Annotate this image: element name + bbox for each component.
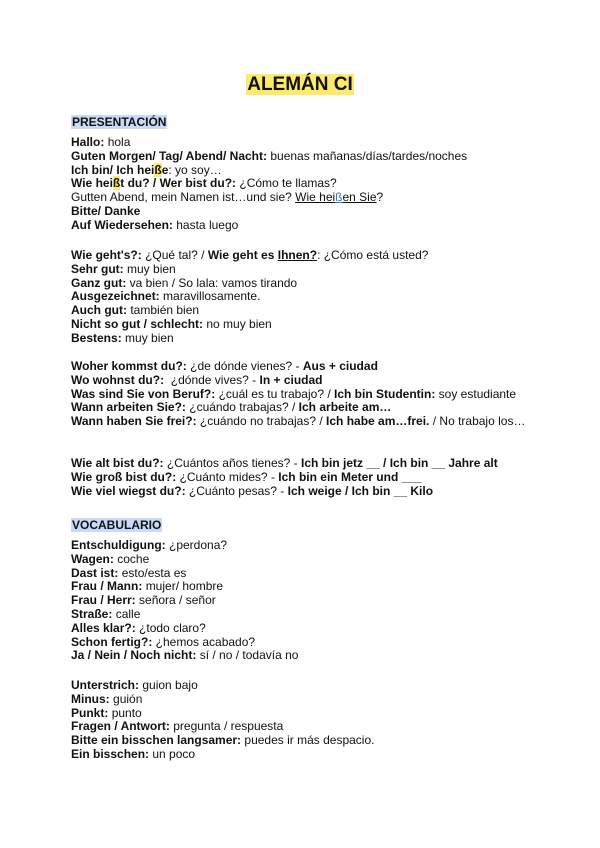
list-item: Minus: guión [71,691,143,706]
list-item: Bestens: muy bien [71,330,174,345]
origin-work-group [71,360,541,429]
section-heading-presentacion: PRESENTACIÓN [72,115,167,129]
list-item: Wagen: coche [71,551,150,566]
list-item: Schon fertig?: ¿hemos acabado? [71,634,256,649]
list-item: Ein bisschen: un poco [71,746,196,761]
list-item: Wann arbeiten Sie?: ¿cuándo trabajas? / Ich arbeite am… [71,400,392,415]
list-item: Auch gut: también bien [71,303,200,318]
list-item: Frau / Herr: señora / señor [71,593,216,608]
list-item: Guten Morgen/ Tag/ Abend/ Nacht: buenas mañanas/días/tardes/noches [71,148,468,163]
list-item: Punkt: punto [71,705,142,720]
list-item: Wie heißt du? / Wer bist du?: ¿Cómo te llamas? [71,176,337,191]
list-item: Ganz gut: va bien / So lala: vamos tirando [71,275,298,290]
greetings-group [71,136,541,233]
list-item: Wie groß bist du?: ¿Cuánto mides? - Ich bin ein Meter und ___ [71,469,422,484]
age-height-weight-group [71,457,541,498]
how-are-you-group [71,249,541,346]
list-item: Ich bin/ Ich heiße: yo soy… [71,162,222,177]
list-item: Entschuldigung: ¿perdona? [71,538,228,552]
vocabulary-group-2 [71,679,541,762]
list-item: Wie geht's?: ¿Qué tal? / Wie geht es Ihnen?: ¿Cómo está usted? [71,248,429,262]
list-item: Bitte/ Danke [71,203,141,218]
section-heading-vocabulario: VOCABULARIO [72,518,162,532]
list-item: Auf Wiedersehen: hasta luego [71,217,239,232]
list-item: Straße: calle [71,606,141,621]
list-item: Bitte ein bisschen langsamer: puedes ir más despacio. [71,733,375,748]
page-title: ALEMÁN CI [247,74,353,95]
list-item: Wo wohnst du?: ¿dónde vives? - In + ciudad [71,372,323,387]
list-item: Was sind Sie von Beruf?: ¿cuál es tu trabajo? / Ich bin Studentin: soy estudiante [71,386,517,401]
list-item: Gutten Abend, mein Namen ist…und sie? Wie heißen Sie? [71,190,384,205]
list-item: Fragen / Antwort: pregunta / respuesta [71,719,284,734]
list-item: Unterstrich: guion bajo [71,678,198,692]
list-item: Dast ist: esto/esta es [71,565,187,580]
list-item: Nicht so gut / schlecht: no muy bien [71,316,272,331]
list-item: Wann haben Sie frei?: ¿cuándo no trabajas? / Ich habe am…frei. / No trabajo los… [71,414,526,429]
list-item: Ja / Nein / Noch nicht: sí / no / todavía no [71,648,299,663]
vocabulary-group-1 [71,539,541,663]
list-item: Alles klar?: ¿todo claro? [71,620,206,635]
list-item: Ausgezeichnet: maravillosamente. [71,289,261,304]
list-item: Hallo: hola [71,135,131,149]
list-item: Frau / Mann: mujer/ hombre [71,579,224,594]
list-item: Sehr gut: muy bien [71,261,176,276]
list-item: Woher kommst du?: ¿de dónde vienes? - Aus + ciudad [71,359,378,373]
list-item: Wie viel wiegst du?: ¿Cuánto pesas? - Ich weige / Ich bin __ Kilo [71,483,434,498]
list-item: Wie alt bist du?: ¿Cuántos años tienes? - Ich bin jetz __ / Ich bin __ Jahre alt [71,456,498,470]
